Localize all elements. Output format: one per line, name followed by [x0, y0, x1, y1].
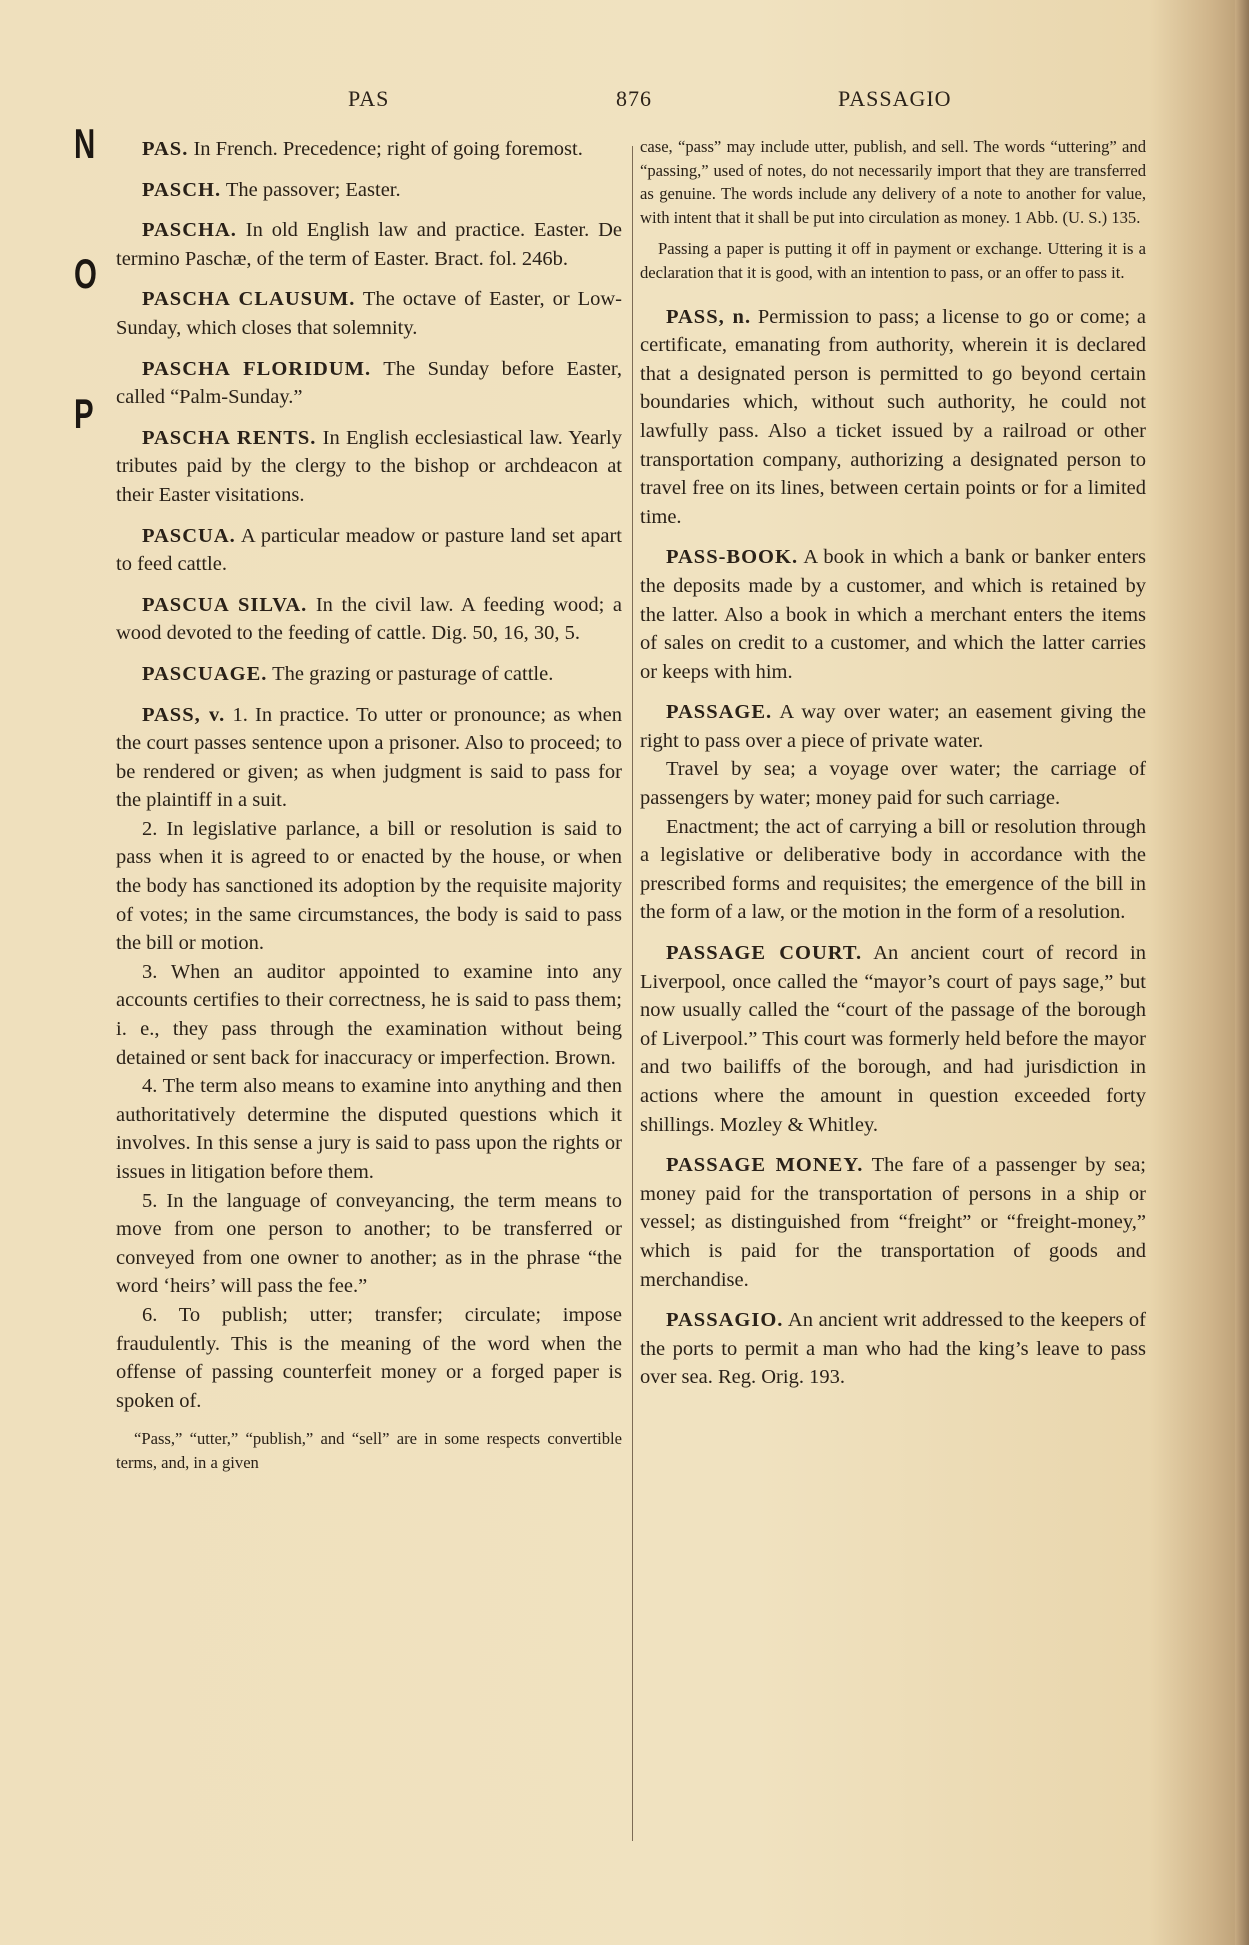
sense-2: 2. In legislative parlance, a bill or resolution is said to pass when it is agreed to or enacted by the house, or when the body has sanctioned its adoption by the requisite majority of votes; in the same circumstances, the body is said to pass the bill or motion. — [116, 817, 622, 955]
entry-pascua-silva — [116, 591, 622, 648]
page-edge — [1235, 0, 1249, 1945]
definition: The octave of Easter, or Low-Sunday, which closes that solemnity. — [116, 288, 622, 339]
sense-2: Travel by sea; a voyage over water; the carriage of passengers by water; money paid for such carriage. — [640, 758, 1146, 810]
definition: In French. Precedence; right of going foremost. — [193, 138, 583, 160]
page-number: 876 — [616, 86, 652, 111]
running-head-left: PAS — [348, 86, 390, 111]
entry-pascha-clausum — [116, 285, 622, 342]
definition: The grazing or pasturage of cattle. — [272, 662, 554, 685]
column-divider — [632, 146, 633, 1841]
entry-pass-verb — [116, 701, 622, 1416]
headword: PASSAGE. — [666, 701, 773, 724]
thumb-index-n: N — [74, 120, 96, 167]
sense-4: 4. The term also means to examine into anything and then authoritatively determine the disputed questions which it involves. In this sense a jury is said to pass upon the rights or issues in litigation before them. — [116, 1075, 622, 1183]
headword: PASCHA CLAUSUM. — [142, 288, 356, 311]
definition: In English ecclesiastical law. Yearly tributes paid by the clergy to the bishop or archdeacon at their Easter visitations. — [116, 426, 622, 506]
definition: An ancient court of record in Liverpool, once called the “mayor’s court of pays sage,” but now usually called the “court of the passage of the borough of Liverpool.” This court was formerly held before the mayor and two bailiffs of the borough, and had jurisdiction in actions where the amount in question exceeded forty shillings. Mozley & Whitley. — [640, 942, 1146, 1136]
entry-pass-book — [640, 543, 1146, 686]
left-column — [116, 135, 622, 1483]
footnote-continued: case, “pass” may include utter, publish, and sell. The words “uttering” and “passing,” used of notes, do not necessarily import that they are transferred as genuine. The words include any delivery of a note to another for value, with intent that it shall be put into circulation as money. 1 Abb. (U. S.) 135. — [640, 137, 1146, 227]
headword: PASCHA FLORIDUM. — [142, 357, 372, 380]
headword: PASCUA SILVA. — [142, 593, 308, 616]
entry-passagio — [640, 1306, 1146, 1392]
headword: PASS, v. — [142, 703, 226, 726]
entry-pass-noun — [640, 303, 1146, 532]
sense-3: 3. When an auditor appointed to examine into any accounts certifies to their correctness, he is said to pass them; i. e., they pass through the examination without being detained or sent back for inaccuracy or imperfection. Brown. — [116, 960, 622, 1069]
headword: PASCH. — [142, 178, 222, 201]
headword: PASS-BOOK. — [666, 546, 799, 569]
sense-3: Enactment; the act of carrying a bill or resolution through a legislative or deliberative body in accordance with the prescribed forms and requisites; the emergence of the bill in the form of a law, or the motion in the form of a resolution. — [640, 815, 1146, 924]
headword: PASSAGIO. — [666, 1309, 784, 1332]
headword: PASS, n. — [666, 305, 752, 328]
thumb-index-o: O — [74, 250, 97, 297]
sense-5: 5. In the language of conveyancing, the term means to move from one person to another; to be transferred or conveyed from one owner to another; as in the phrase “the word ‘heirs’ will pass the fee.” — [116, 1189, 622, 1298]
definition: A book in which a bank or banker enters the deposits made by a customer, and which is retained by the latter. Also a book in which a merchant enters the items of sales on credit to a customer, and which the latter carries or keeps with him. — [640, 546, 1147, 683]
definition: In the civil law. A feeding wood; a wood devoted to the feeding of cattle. Dig. 50, 16, 30, 5. — [116, 593, 622, 645]
entry-pascha — [116, 216, 622, 273]
headword: PASCHA RENTS. — [142, 426, 317, 449]
right-column — [640, 135, 1146, 1404]
entry-pascuage — [116, 660, 622, 689]
sense-1: 1. In practice. To utter or pronounce; as when the court passes sentence upon a prisoner. Also to proceed; to be rendered or given; as when judgment is said to pass for the plaintiff in a suit. — [116, 703, 622, 812]
sense-6: 6. To publish; utter; transfer; circulate; impose fraudulently. This is the meaning of the word when the offense of passing counterfeit money or a forged paper is spoken of. — [116, 1303, 622, 1412]
headword: PASSAGE COURT. — [666, 942, 863, 965]
thumb-index-p: P — [74, 390, 94, 437]
definition: An ancient writ addressed to the keepers of the ports to permit a man who had the king’s leave to pass over sea. Reg. Orig. 193. — [640, 1309, 1147, 1389]
definition: The Sunday before Easter, called “Palm-Sunday.” — [116, 357, 622, 409]
headword: PAS. — [142, 138, 189, 160]
definition: The fare of a passenger by sea; money paid for the transportation of persons in a ship or vessel; as distinguished from “freight” or “freight-money,” which is paid for the transportation of goods and merchandise. — [640, 1154, 1146, 1291]
footnote: “Pass,” “utter,” “publish,” and “sell” are in some respects convertible terms, and, in a given — [116, 1429, 622, 1472]
entry-passage — [640, 698, 1146, 927]
entry-pas — [116, 135, 622, 164]
headword: PASCHA. — [142, 219, 237, 242]
entry-pascha-floridum — [116, 355, 622, 412]
headword: PASSAGE MONEY. — [666, 1154, 864, 1177]
footnote-2: Passing a paper is putting it off in payment or exchange. Uttering it is a declaration that it is good, with an intention to pass, or an offer to pass it. — [640, 239, 1146, 282]
running-head-right: PASSAGIO — [838, 86, 952, 111]
definition: The passover; Easter. — [225, 178, 401, 201]
definition: In old English law and practice. Easter. De termino Paschæ, of the term of Easter. Bract. fol. 246b. — [116, 219, 623, 270]
sense-1: A way over water; an easement giving the right to pass over a piece of private water. — [640, 701, 1146, 752]
entry-pasch — [116, 176, 622, 205]
entry-pascua — [116, 522, 622, 579]
headword: PASCUA. — [142, 524, 236, 547]
entry-passage-money — [640, 1151, 1146, 1294]
entry-passage-court — [640, 939, 1146, 1139]
headword: PASCUAGE. — [142, 662, 268, 685]
definition: A particular meadow or pasture land set apart to feed cattle. — [116, 524, 622, 576]
definition: Permission to pass; a license to go or come; a certificate, emanating from authority, wherein it is declared that a designated person is permitted to go beyond certain boundaries which, without such authority, he could not lawfully pass. Also a ticket issued by a railroad or other transportation company, authorizing a designated person to travel free on its lines, between certain points or for a limited time. — [640, 305, 1146, 528]
entry-pascha-rents — [116, 424, 622, 510]
